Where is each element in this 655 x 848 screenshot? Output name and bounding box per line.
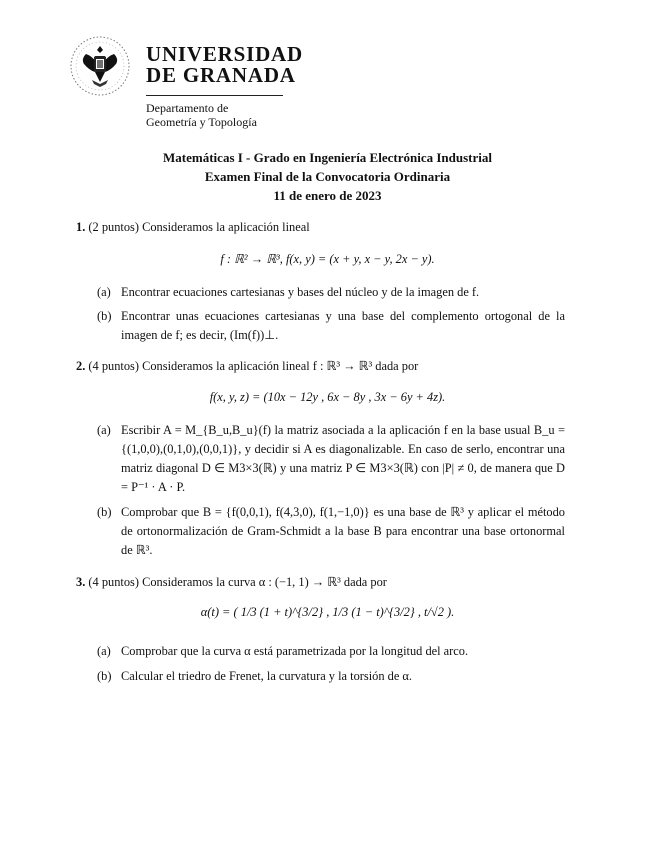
q2-b-label: (b)	[97, 505, 112, 519]
q2-a-label: (a)	[97, 423, 111, 437]
q2-heading	[76, 357, 418, 376]
q3-number: 3.	[76, 575, 86, 589]
q1-a-label: (a)	[97, 285, 111, 299]
exam-title-block	[0, 148, 655, 205]
university-name-line1: UNIVERSIDAD	[146, 42, 303, 66]
q2-b-text: Comprobar que B = {f(0,0,1), f(4,3,0), f(1,−1,0)} es una base de ℝ³ y aplicar el método de ortonormalización de Gram-Schmidt a la base B para encontrar una base ortonormal de ℝ³.	[121, 505, 565, 557]
q3-a-text: Comprobar que la curva α está parametrizada por la longitud del arco.	[121, 644, 469, 658]
q2-intro: (4 puntos) Consideramos la aplicación lineal f : ℝ³ → ℝ³ dada por	[88, 359, 419, 373]
q3-item-b	[97, 667, 565, 686]
q1-number: 1.	[76, 220, 86, 234]
q1-intro: (2 puntos) Consideramos la aplicación lineal	[88, 220, 310, 234]
q3-b-label: (b)	[97, 669, 112, 683]
q1-a-text: Encontrar ecuaciones cartesianas y bases del núcleo y de la imagen de f.	[121, 285, 480, 299]
q1-item-b	[97, 307, 565, 345]
department-line2: Geometría y Topología	[146, 115, 257, 129]
q1-heading	[76, 218, 310, 237]
q1-formula: f : ℝ² → ℝ³, f(x, y) = (x + y, x − y, 2x − y).	[220, 252, 435, 266]
q3-heading	[76, 573, 387, 592]
university-name	[146, 44, 303, 86]
q2-number: 2.	[76, 359, 86, 373]
q2-a-text: Escribir A = M_{B_u,B_u}(f) la matriz asociada a la aplicación f en la base usual B_u = {(1,0,0),(0,1,0),(0,0,1)}, y decidir si A es diagonalizable. En caso de serlo, encontrar una matriz diagonal D ∈ M3×3(ℝ) y una matriz P ∈ M3×3(ℝ) con |P| ≠ 0, de manera que D = P⁻¹ · A · P.	[121, 423, 565, 494]
university-crest-icon	[66, 34, 136, 98]
exam-title: Examen Final de la Convocatoria Ordinaria	[204, 169, 451, 184]
exam-date: 11 de enero de 2023	[273, 188, 382, 203]
course-title: Matemáticas I - Grado en Ingeniería Electrónica Industrial	[163, 150, 492, 165]
department-name	[146, 101, 257, 129]
q3-intro: (4 puntos) Consideramos la curva α : (−1, 1) → ℝ³ dada por	[88, 575, 387, 589]
q1-b-text: Encontrar unas ecuaciones cartesianas y una base del complemento ortogonal de la imagen de f; es decir, (Im(f))⊥.	[121, 309, 565, 342]
q2-formula: f(x, y, z) = (10x − 12y , 6x − 8y , 3x − 6y + 4z).	[209, 390, 446, 404]
q1-b-label: (b)	[97, 309, 112, 323]
q2-item-b	[97, 503, 565, 560]
header-divider	[146, 95, 283, 96]
q3-a-label: (a)	[97, 644, 111, 658]
q1-item-a	[97, 283, 565, 302]
university-name-line2: DE GRANADA	[146, 63, 296, 87]
q3-formula: α(t) = ( 1/3 (1 + t)^{3/2} , 1/3 (1 − t)^{3/2} , t/√2 ).	[200, 605, 455, 619]
q3-b-text: Calcular el triedro de Frenet, la curvatura y la torsión de α.	[121, 669, 413, 683]
q2-item-a	[97, 421, 565, 497]
department-line1: Departamento de	[146, 101, 229, 115]
q3-item-a	[97, 642, 565, 661]
